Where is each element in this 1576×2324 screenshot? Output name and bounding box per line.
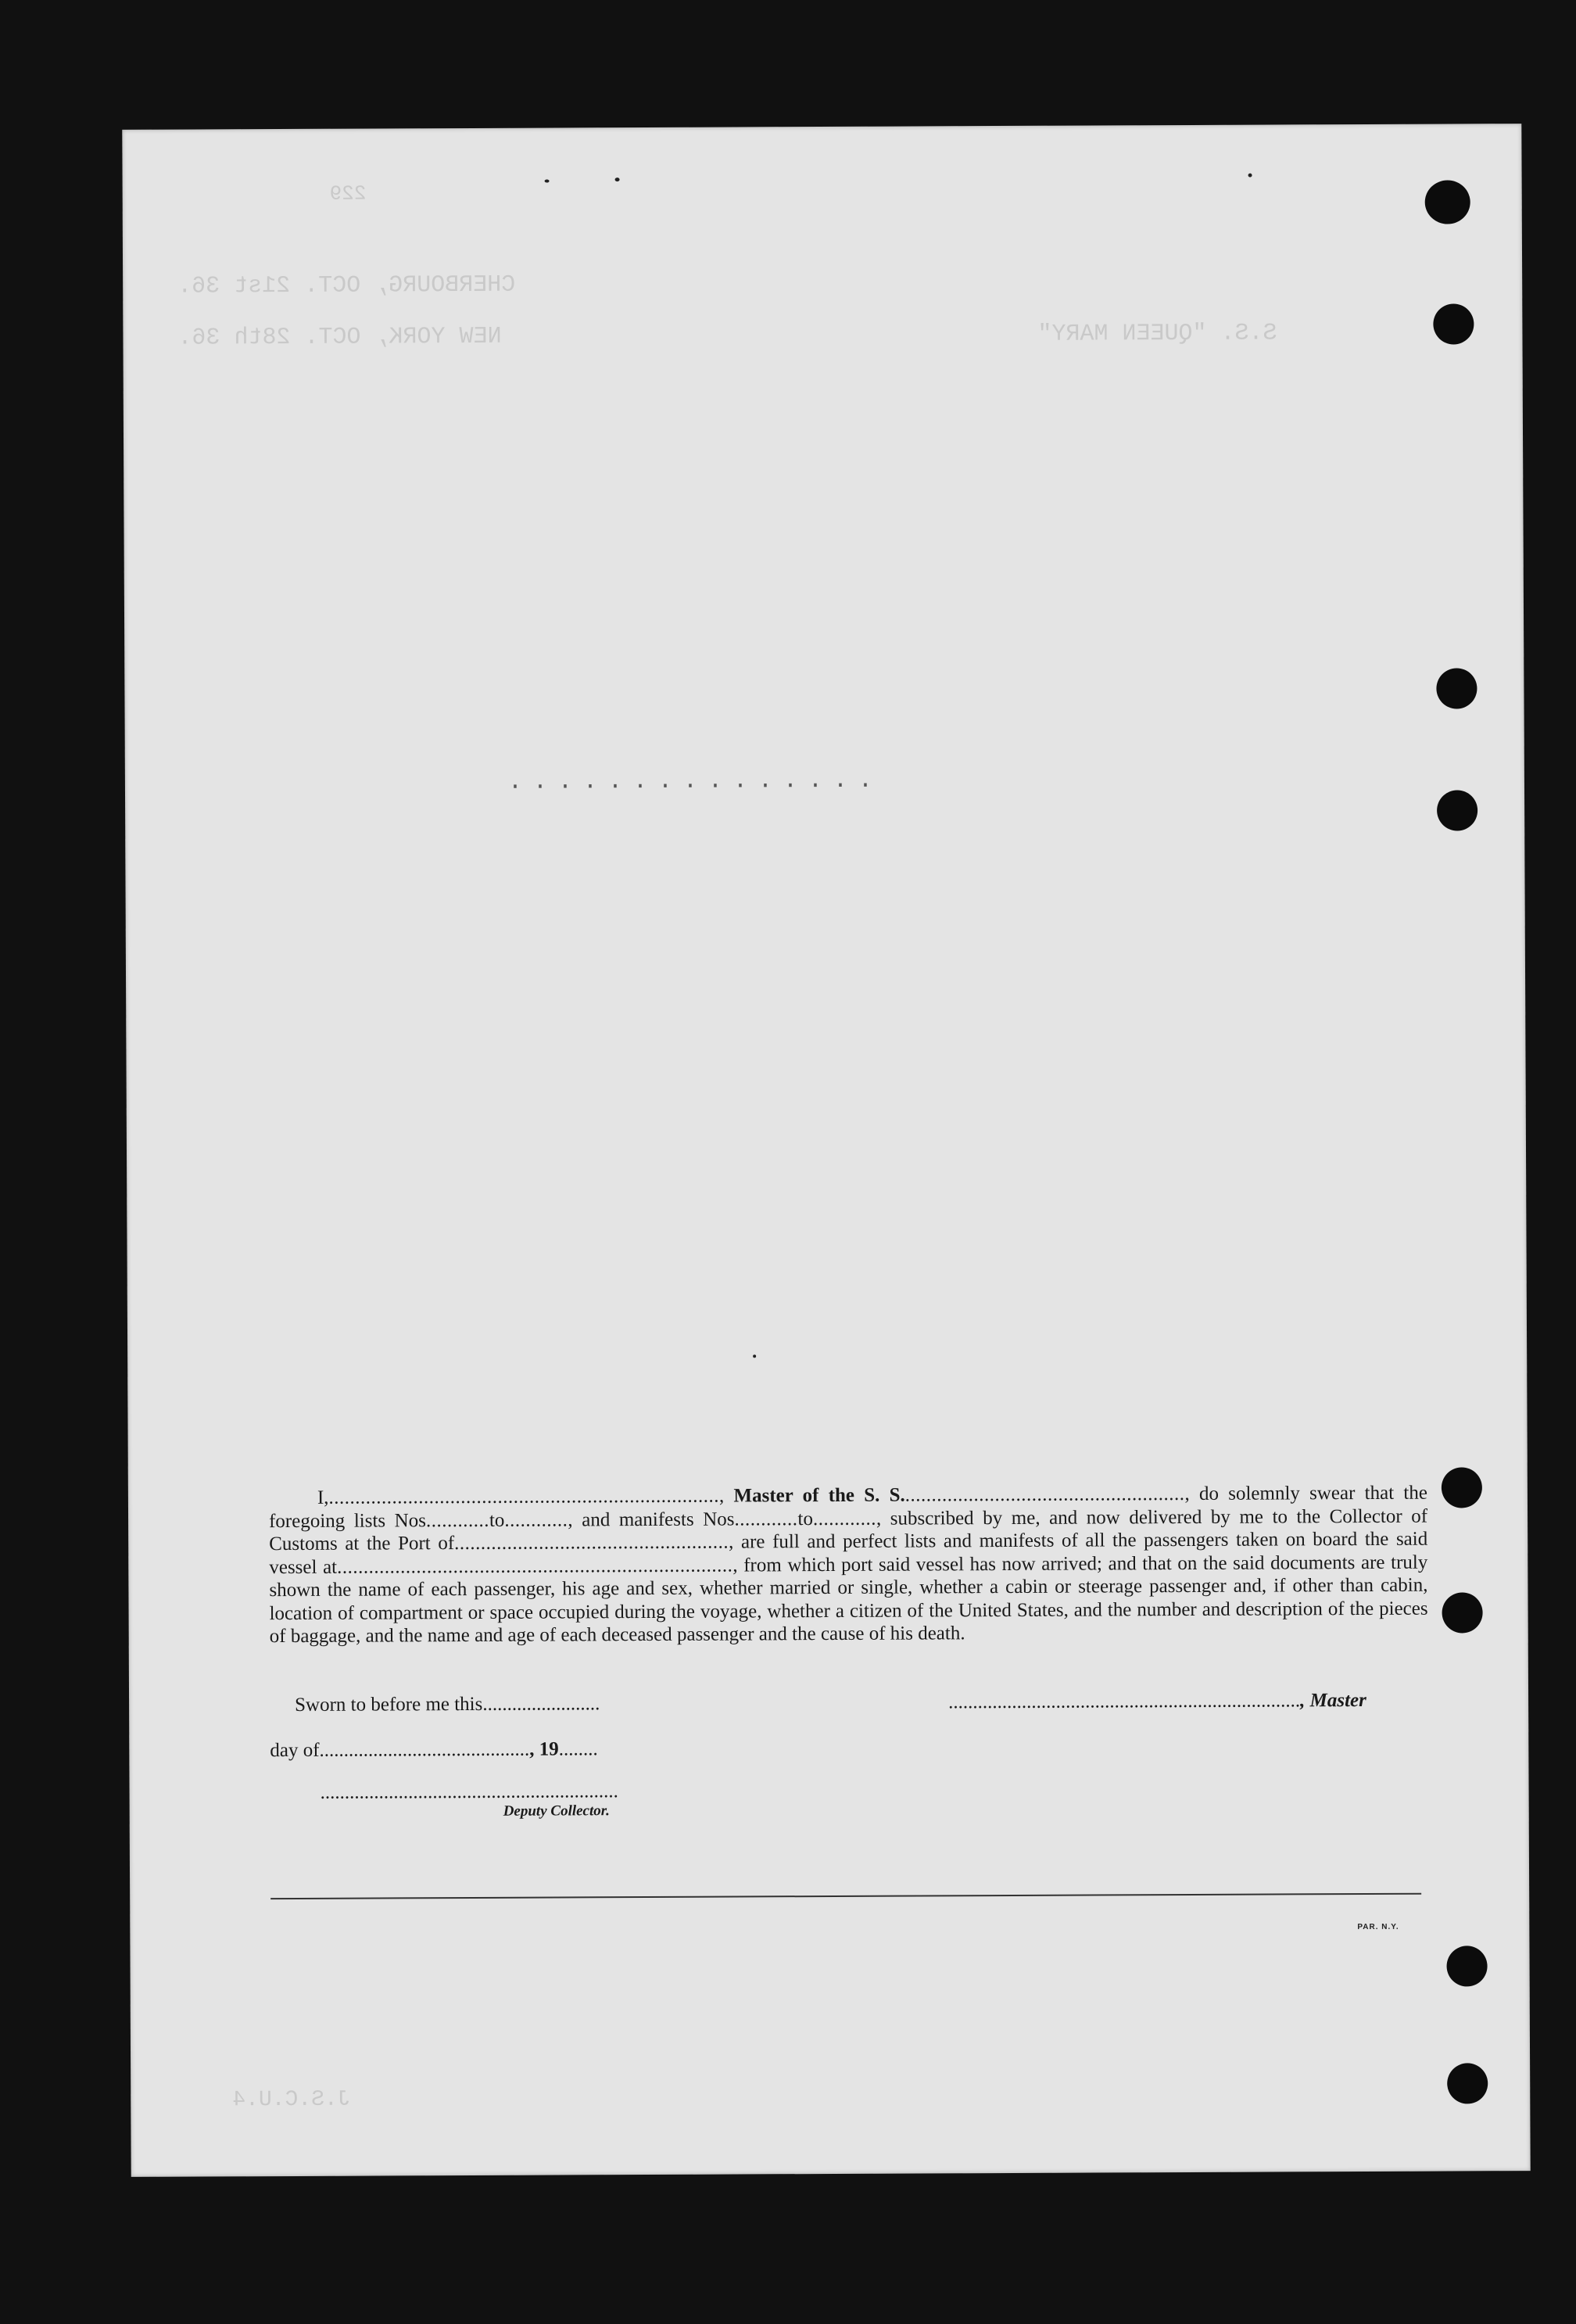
speck <box>545 180 550 183</box>
port-blank: .................................................... <box>454 1531 729 1555</box>
bleed-through-line: NEW YORK, OCT. 28th 36. <box>177 323 502 352</box>
oath-text: , do solemnly swear that the foregoing lists Nos <box>269 1482 1427 1532</box>
bleed-through-line: CHERBOURG, OCT. 21st 36. <box>177 271 516 300</box>
bleed-through-vessel: S.S. "QUEEN MARY" <box>1037 320 1277 348</box>
deputy-collector-label: Deputy Collector. <box>503 1802 610 1820</box>
departure-port-blank: ........................................................................... <box>337 1555 733 1578</box>
manifest-from-blank: ............ <box>734 1508 798 1530</box>
bleed-through-footer: J.S.C.U.4 <box>232 2087 351 2113</box>
master-signature-blank: ........................................................................ <box>948 1690 1301 1713</box>
master-name-blank: .......................................................................... <box>328 1485 720 1508</box>
year-blank: ........ <box>558 1738 598 1760</box>
bleed-through-ref: 229 <box>329 181 367 206</box>
bleed-through-leader: ............... <box>507 767 884 796</box>
month-blank: ........................................... <box>319 1738 530 1761</box>
master-signature-line <box>948 1690 1366 1713</box>
deputy-signature-blank: ............................................................. <box>320 1781 618 1803</box>
speck <box>753 1354 756 1357</box>
sworn-line <box>295 1693 600 1716</box>
bottom-rule <box>270 1893 1421 1899</box>
oath-text: , and manifests Nos <box>568 1508 735 1530</box>
manifest-page <box>122 124 1530 2177</box>
oath-text: , <box>718 1485 734 1507</box>
printer-mark: PAR. N.Y. <box>1357 1922 1399 1932</box>
sworn-label: Sworn to before me this <box>295 1693 483 1716</box>
oath-text: , from which port said vessel has now arrived; and that on the said documents are truly shown the name of each passenger, his age and sex, whether married or single, whether a cabin or steerage passenger and, if other than cabin, location of compartment or space occupied during the voyage, whether a citizen of the United States, and the number and description of the pieces of baggage, and the name and age of each deceased passenger and the cause of his death. <box>269 1551 1428 1648</box>
punch-hole <box>1436 668 1477 708</box>
day-of-line <box>270 1738 598 1762</box>
sworn-day-blank: ........................ <box>482 1693 600 1715</box>
list-from-blank: ............ <box>425 1509 489 1531</box>
speck <box>1248 174 1252 178</box>
master-of-ss-label: Master of the S. S. <box>733 1484 905 1507</box>
oath-paragraph <box>269 1482 1428 1648</box>
list-to-blank: ............ <box>504 1508 568 1531</box>
punch-hole <box>1442 1592 1482 1633</box>
oath-text: , subscribed by me, and now delivered by me to the Collector of Customs at the Port of <box>269 1505 1428 1555</box>
punch-hole <box>1442 1467 1482 1508</box>
year-prefix: , 19 <box>529 1738 559 1760</box>
punch-hole <box>1425 180 1470 224</box>
oath-text: to <box>797 1508 813 1530</box>
day-of-label: day of <box>270 1739 320 1762</box>
oath-text: , are full and perfect lists and manifests of all the passengers taken on board the said vessel at <box>269 1528 1428 1578</box>
speck <box>615 178 620 181</box>
punch-hole <box>1446 1946 1487 1986</box>
oath-text: I, <box>317 1487 329 1508</box>
oath-text: to <box>489 1509 505 1531</box>
vessel-name-blank: ..................................................... <box>904 1483 1185 1506</box>
punch-hole <box>1433 303 1474 344</box>
punch-hole <box>1447 2063 1488 2103</box>
master-signature-label: , Master <box>1300 1689 1366 1712</box>
punch-hole <box>1437 790 1478 830</box>
manifest-to-blank: ............ <box>812 1508 876 1530</box>
